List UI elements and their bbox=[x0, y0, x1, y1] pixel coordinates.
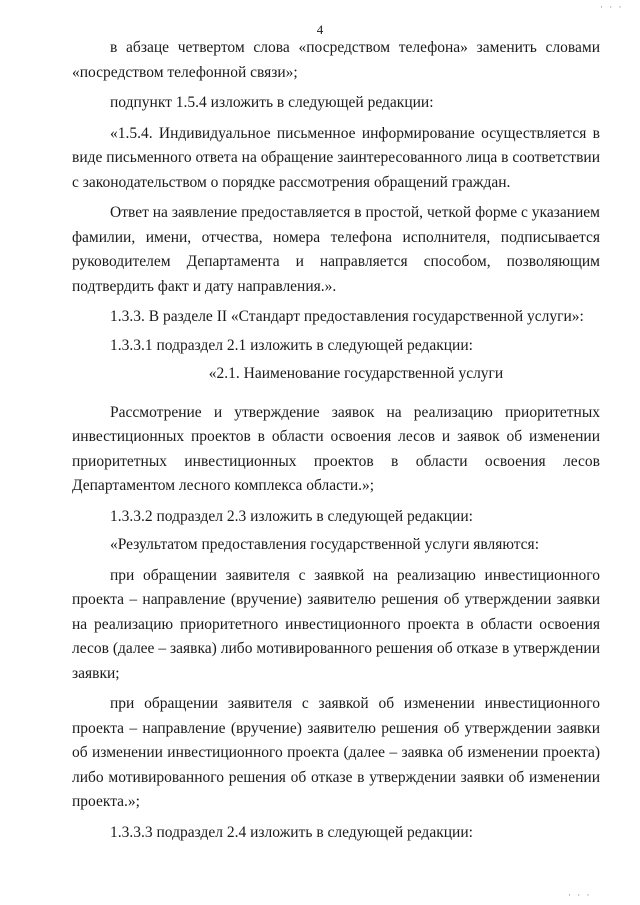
paragraph: 1.3.3.1 подраздел 2.1 изложить в следующей редакции: bbox=[110, 336, 473, 354]
paragraph: в абзаце четвертом слова «посредством телефона» заменить словами «посредством телефонной связи»; bbox=[72, 39, 600, 81]
section-heading: «2.1. Наименование государственной услуги bbox=[208, 365, 504, 382]
paragraph: Ответ на заявление предоставляется в простой, четкой форме с указанием фамилии, имени, отчества, номера телефона исполнителя, подписывается руководителем Департамента и направляется способом, позволяющим подтвердить факт и дату направления.». bbox=[72, 204, 600, 295]
paragraph: «1.5.4. Индивидуальное письменное информирование осуществляется в виде письменного ответа на обращение заинтересованного лица в соответствии с законодательством о порядке рассмотрения обращений граждан. bbox=[72, 124, 600, 191]
paragraph: при обращении заявителя с заявкой об изменении инвестиционного проекта – направление (вручение) заявителю решения об утверждении заявки об изменении инвестиционного проекта (далее – заявка об изменении проекта) либо мотивированного решения об отказе в утверждении заявки об изменении проекта.»; bbox=[72, 695, 600, 810]
document-body bbox=[72, 36, 600, 845]
scan-mark-top: · · · bbox=[600, 2, 624, 12]
page-number: 4 bbox=[316, 22, 324, 37]
paragraph: 1.3.3.3 подраздел 2.4 изложить в следующей редакции: bbox=[110, 823, 473, 841]
paragraph: 1.3.3. В разделе II «Стандарт предоставления государственной услуги»: bbox=[110, 308, 584, 325]
paragraph: 1.3.3.2 подраздел 2.3 изложить в следующей редакции: bbox=[110, 507, 473, 525]
paragraph: подпункт 1.5.4 изложить в следующей редакции: bbox=[110, 94, 434, 111]
paragraph: при обращении заявителя с заявкой на реализацию инвестиционного проекта – направление (вручение) заявителю решения об утверждении заявки на реализацию приоритетного инвестиционного проекта в области освоения лесов (далее – заявка) либо мотивированного решения об отказе в утверждении заявки; bbox=[72, 566, 600, 682]
scan-mark-bottom: · · · bbox=[568, 890, 592, 900]
paragraph: «Результатом предоставления государственной услуги являются: bbox=[110, 536, 539, 553]
paragraph: Рассмотрение и утверждение заявок на реализацию приоритетных инвестиционных проектов в области освоения лесов и заявок об изменении приоритетных инвестиционных проектов в области освоения лесов Департаментом лесного комплекса области.»; bbox=[72, 403, 600, 494]
